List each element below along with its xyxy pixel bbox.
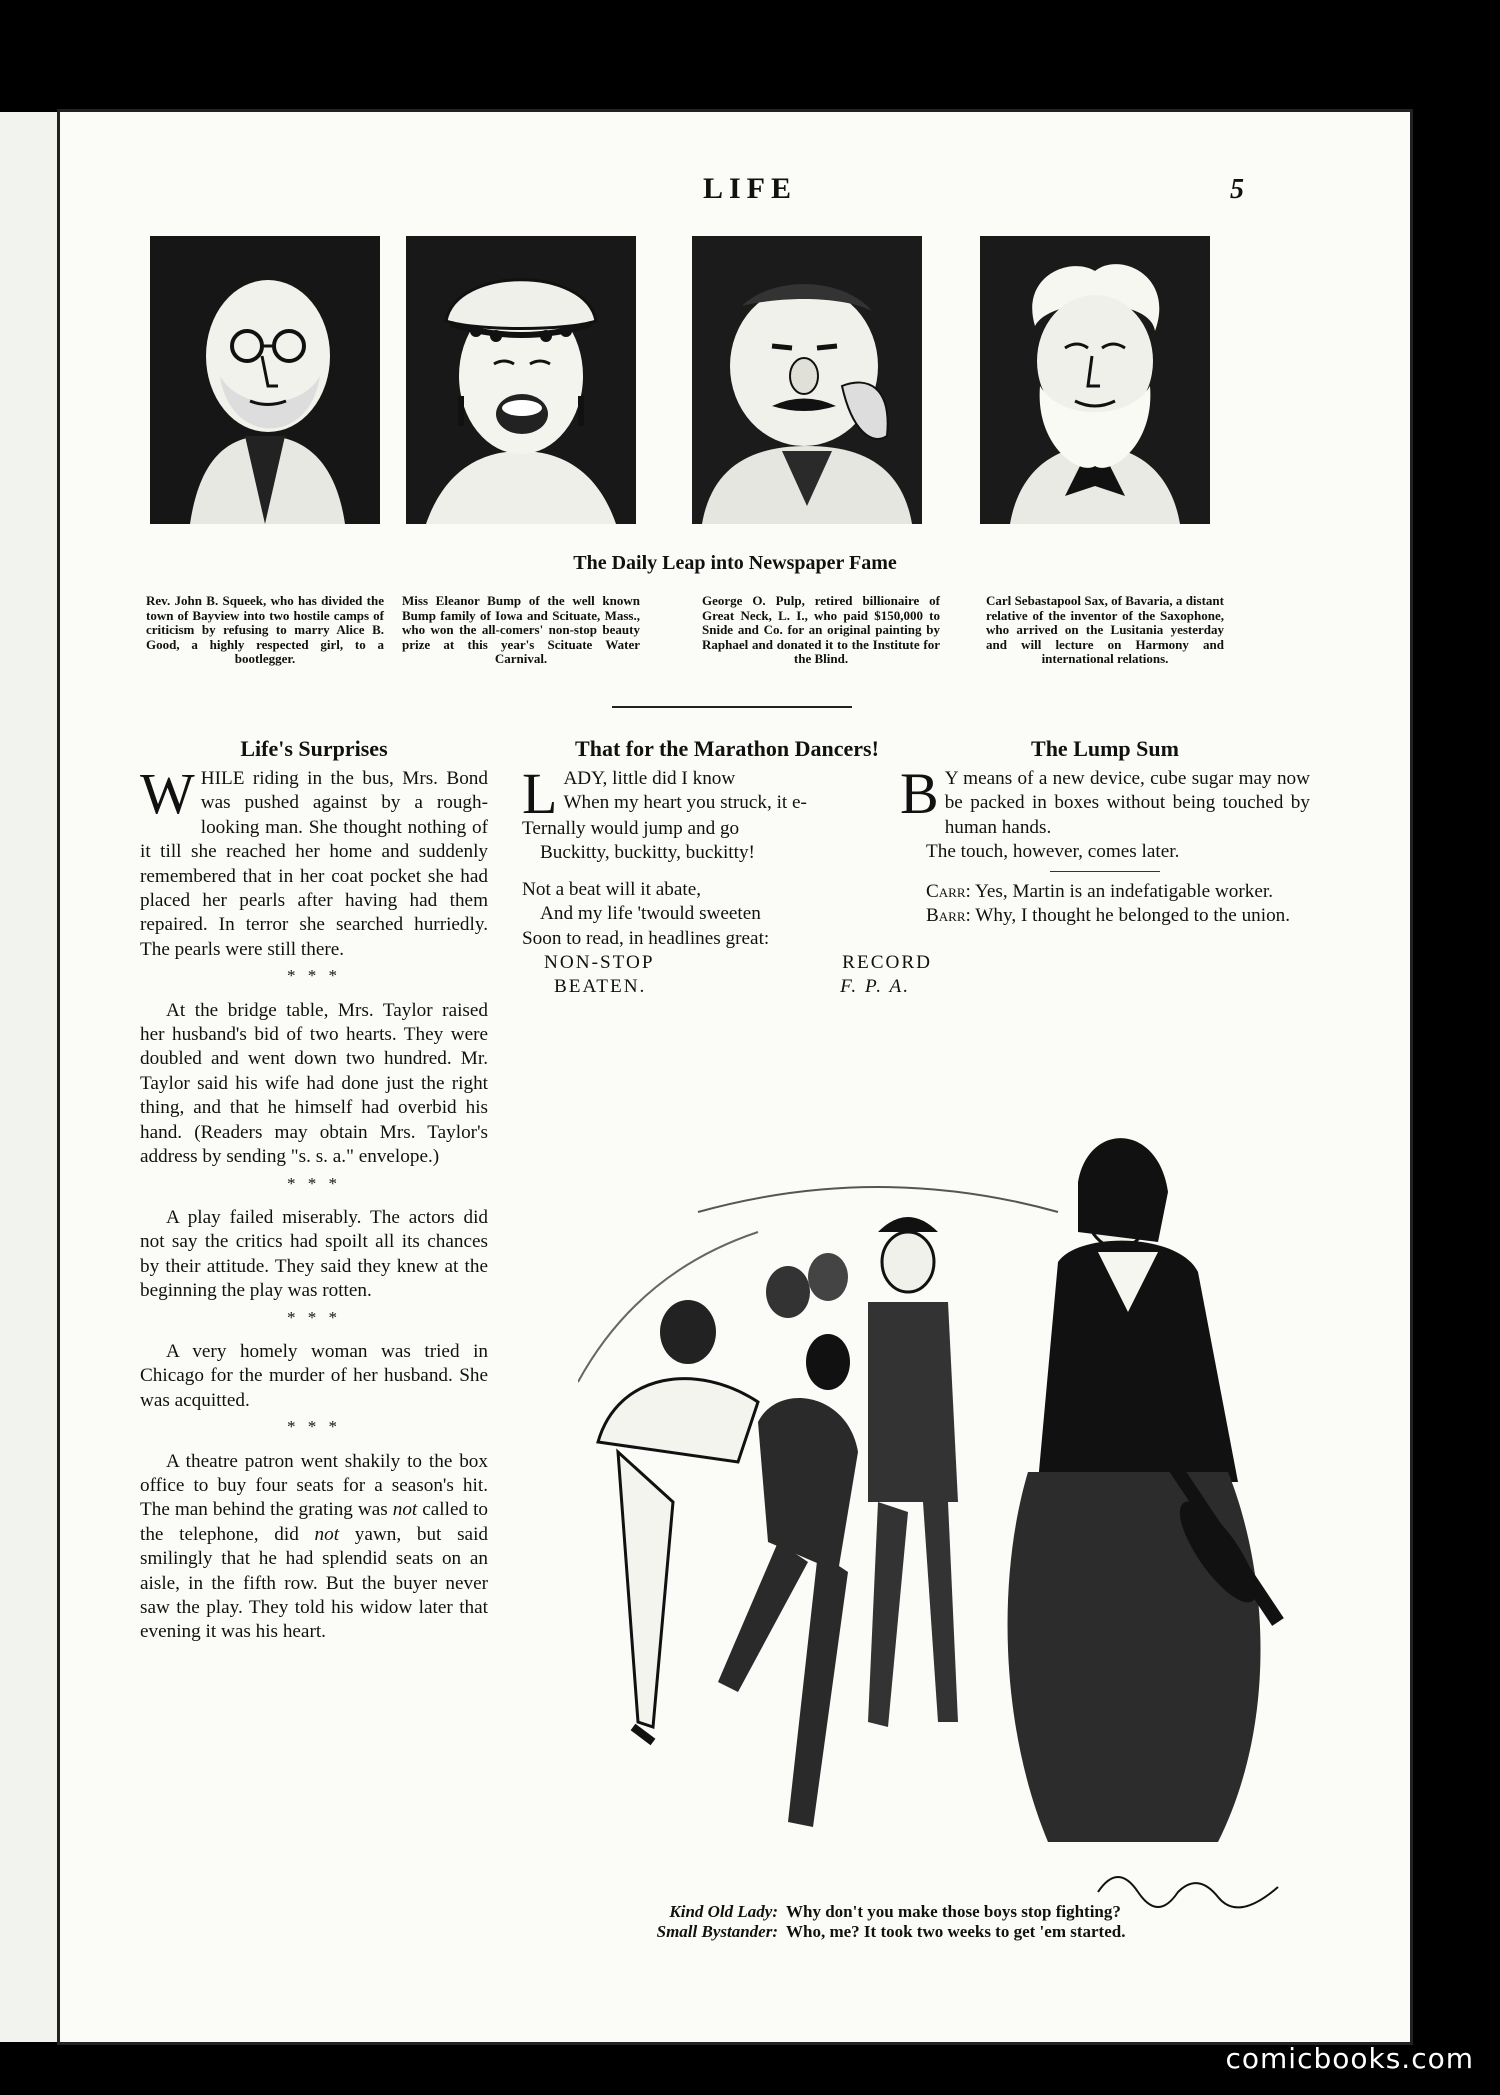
text-run: called to the telephone, did: [140, 1499, 488, 1545]
drop-cap: W: [140, 761, 195, 826]
portrait-pulp: [692, 236, 922, 524]
article-title: Life's Surprises: [240, 736, 388, 761]
dialogue-carr: [900, 880, 1310, 904]
portrait-sax-drawing: [980, 236, 1210, 524]
caption-line: [642, 1902, 1125, 1922]
magazine-page: [60, 112, 1410, 2042]
author-signature: F. P. A.: [840, 976, 910, 998]
caption-line: [642, 1922, 1125, 1942]
portrait-bump-drawing: [406, 236, 636, 524]
drop-cap: L: [522, 761, 558, 826]
emphasis: not: [314, 1523, 340, 1545]
paragraph-touch: The touch, however, comes later.: [926, 841, 1180, 863]
poem-line: Buckitty, buckitty, buckitty!: [540, 842, 755, 864]
article-lump-sum: [900, 736, 1310, 928]
paragraph-bus-text: HILE riding in the bus, Mrs. Bond was pushed against by a rough-looking man. She thought nothing of it till she reached her home and suddenly remembered that in her coat pocket she had placed her pearls after having had them repaired. In terror she searched hurriedly. The pearls were still there.: [140, 768, 488, 960]
poem-line: Soon to read, in headlines great:: [522, 927, 770, 949]
poem-line-text: ADY, little did I know: [563, 768, 736, 789]
poem-line: Ternally would jump and go: [522, 818, 740, 839]
caption-sax: Carl Sebastapool Sax, of Bavaria, a distant relative of the inventor of the Saxophone, who arrived on the Lusitania yesterday and will lecture on Harmony and international relations.: [986, 593, 1224, 666]
portrait-sax: [980, 236, 1210, 524]
portrait-squeek-drawing: [150, 236, 380, 524]
caption-text: Who, me? It took two weeks to get 'em started.: [786, 1922, 1126, 1941]
paragraph-theatre: [140, 1450, 488, 1645]
separator-stars: * * *: [287, 966, 341, 986]
cartoon-illustration: [578, 1122, 1350, 1932]
portrait-bump: [406, 236, 636, 524]
headline-word: BEATEN.: [554, 976, 647, 998]
separator-stars: * * *: [287, 1173, 341, 1193]
drop-cap: B: [900, 761, 939, 826]
separator-stars: * * *: [287, 1307, 341, 1327]
poem-marathon-dancers: [522, 736, 932, 1000]
poem-line: [522, 951, 932, 975]
dialogue-text: : Why, I thought he belonged to the union.: [965, 905, 1291, 927]
poem-line: And my life 'twould sweeten: [540, 903, 761, 925]
speaker-name: Carr: [926, 880, 966, 902]
paragraph-play: A play failed miserably. The actors did not say the critics had spoilt all its chances by their attitude. They said they knew at the beginning the play was rotten.: [140, 1206, 488, 1302]
speaker-name: Small Bystander:: [656, 1922, 778, 1941]
dialogue-barr: [900, 904, 1310, 928]
text-run: A theatre patron went shakily to the box office to buy four seats for a season's hit. The man behind the grating was: [140, 1450, 488, 1521]
facing-page-edge: [0, 112, 58, 2042]
short-rule: [1050, 871, 1160, 872]
fame-heading: The Daily Leap into Newspaper Fame: [573, 552, 897, 574]
caption-squeek: Rev. John B. Squeek, who has divided the town of Bayview into two hostile camps of criticism by refusing to marry Alice B. Good, a highly respected girl, to a bootlegger.: [146, 593, 384, 666]
portrait-pulp-drawing: [692, 236, 922, 524]
caption-text: Why don't you make those boys stop fighting?: [786, 1902, 1121, 1921]
page-number: 5: [1230, 174, 1244, 205]
poem-line: Not a beat will it abate,: [522, 878, 702, 900]
speaker-name: Barr: [926, 905, 966, 927]
paragraph-sugar: [900, 761, 1310, 840]
poem-title: That for the Marathon Dancers!: [575, 736, 879, 761]
caption-pulp: George O. Pulp, retired billionaire of Great Neck, L. I., who paid $150,000 to Snide and Co. for an original painting by Raphael and donated it to the Institute for the Blind.: [702, 593, 940, 666]
article-lifes-surprises: [140, 736, 488, 1645]
portrait-squeek: [150, 236, 380, 524]
paragraph-sugar-text: Y means of a new device, cube sugar may now be packed in boxes without being touched by human hands.: [944, 768, 1310, 838]
headline-word: NON-STOP: [544, 952, 655, 974]
section-divider: [612, 706, 852, 708]
article-title: The Lump Sum: [1031, 736, 1179, 761]
text-run: yawn, but said smilingly that he had splendid seats on an aisle, in the fifth row. But the buyer never saw the play. They told his widow later that evening it was his heart.: [140, 1523, 488, 1643]
cartoon-caption: [642, 1902, 1125, 1942]
caption-bump: Miss Eleanor Bump of the well known Bump family of Iowa and Scituate, Mass., who won the all-comers' non-stop beauty prize at this year's Scituate Water Carnival.: [402, 593, 640, 666]
running-title: LIFE: [702, 172, 798, 205]
poem-line: When my heart you struck, it e-: [563, 792, 807, 814]
paragraph-bridge: At the bridge table, Mrs. Taylor raised her husband's bid of two hearts. They were doubled and went down two hundred. Mr. Taylor said his wife had done just the right thing, and that he himself had overbid his hand. (Readers may obtain Mrs. Taylor's address by sending "s. s. a." envelope.): [140, 999, 488, 1168]
dialogue-text: : Yes, Martin is an indefatigable worker.: [965, 880, 1274, 902]
separator-stars: * * *: [287, 1417, 341, 1437]
emphasis: not: [392, 1499, 418, 1521]
poem-line: [522, 975, 932, 999]
site-watermark: comicbooks.com: [1225, 2042, 1474, 2075]
paragraph-bus: [140, 761, 488, 962]
headline-word: RECORD: [842, 952, 932, 974]
cartoon-drawing: [578, 1122, 1350, 1932]
speaker-name: Kind Old Lady:: [669, 1902, 778, 1921]
paragraph-homely-woman: A very homely woman was tried in Chicago for the murder of her husband. She was acquitted.: [140, 1340, 488, 1411]
